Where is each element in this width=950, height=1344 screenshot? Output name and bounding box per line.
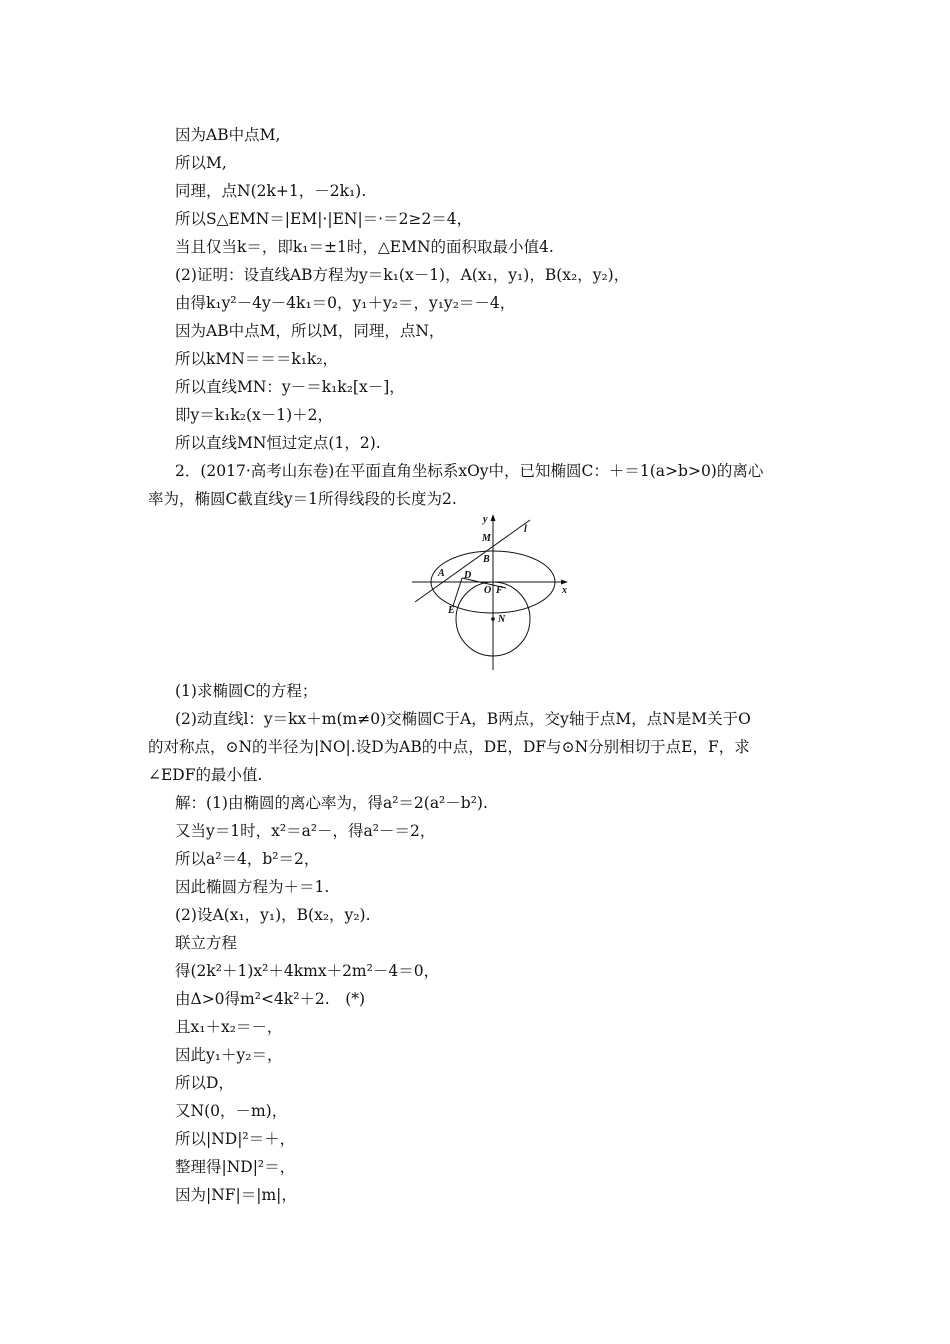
y-axis-arrow	[491, 514, 496, 521]
solution-line-6: (2)证明：设直线AB方程为y＝k₁(x－1)，A(x₁，y₁)，B(x₂，y₂)，	[175, 266, 630, 284]
line-l	[415, 520, 530, 602]
label-m: M	[482, 533, 491, 544]
question-1: (1)求椭圆C的方程；	[175, 682, 318, 700]
answer-line-9: 且x₁＋x₂＝－，	[175, 1018, 283, 1036]
solution-line-10: 所以直线MN：y－＝k₁k₂[x－]，	[175, 378, 405, 396]
x-axis-arrow	[561, 580, 568, 585]
answer-line-6: 联立方程	[175, 934, 238, 952]
solution-line-11: 即y＝k₁k₂(x－1)＋2，	[175, 406, 334, 424]
answer-line-13: 所以|ND|²＝＋，	[175, 1130, 296, 1148]
label-b: B	[483, 554, 490, 565]
solution-line-9: 所以kMN＝＝＝k₁k₂，	[175, 350, 339, 368]
answer-line-4: 因此椭圆方程为＋＝1.	[175, 878, 330, 896]
label-a: A	[438, 568, 445, 579]
label-d: D	[464, 570, 472, 581]
question-2-line-1: (2)动直线l：y＝kx＋m(m≠0)交椭圆C于A，B两点，交y轴于点M，点N是M关于O	[175, 710, 751, 728]
question-2-line-3: ∠EDF的最小值.	[148, 766, 263, 784]
label-l: l	[524, 524, 527, 535]
geometry-figure	[410, 510, 575, 672]
solution-line-8: 因为AB中点M，所以M，同理，点N，	[175, 322, 445, 340]
solution-line-12: 所以直线MN恒过定点(1，2).	[175, 434, 381, 452]
problem-statement-line-1: 2．(2017·高考山东卷)在平面直角坐标系xOy中，已知椭圆C：＋＝1(a>b>0)的离心	[175, 462, 764, 480]
answer-line-10: 因此y₁＋y₂＝，	[175, 1046, 283, 1064]
answer-line-12: 又N(0，－m)，	[175, 1102, 288, 1120]
label-y: y	[483, 514, 488, 525]
answer-line-15: 因为|NF|＝|m|，	[175, 1186, 297, 1204]
label-x: x	[562, 585, 567, 596]
problem-statement-line-2: 率为，椭圆C截直线y＝1所得线段的长度为2.	[148, 490, 457, 508]
answer-line-8: 由Δ>0得m²<4k²＋2. (*)	[175, 990, 366, 1008]
answer-line-11: 所以D，	[175, 1074, 234, 1092]
answer-line-14: 整理得|ND|²＝，	[175, 1158, 296, 1176]
label-f: F	[496, 585, 503, 596]
solution-line-4: 所以S△EMN＝|EM|·|EN|＝·＝2≥2＝4，	[175, 210, 473, 228]
solution-line-5: 当且仅当k＝，即k₁＝±1时，△EMN的面积取最小值4.	[175, 238, 554, 256]
label-e: E	[448, 605, 455, 616]
answer-line-5: (2)设A(x₁，y₁)，B(x₂，y₂).	[175, 906, 371, 924]
point-n	[491, 617, 495, 621]
solution-line-1: 因为AB中点M,	[175, 126, 281, 144]
label-n: N	[498, 614, 506, 625]
answer-line-1: 解：(1)由椭圆的离心率为，得a²＝2(a²－b²).	[175, 794, 488, 812]
solution-line-2: 所以M,	[175, 154, 227, 172]
label-o: O	[484, 585, 492, 596]
answer-line-3: 所以a²＝4，b²＝2，	[175, 850, 320, 868]
question-2-line-2: 的对称点，⊙N的半径为|NO|.设D为AB的中点，DE，DF与⊙N分别相切于点E，F，求	[148, 738, 750, 756]
answer-line-7: 得(2k²＋1)x²＋4kmx＋2m²－4＝0，	[175, 962, 440, 980]
answer-line-2: 又当y＝1时，x²＝a²－，得a²－＝2，	[175, 822, 436, 840]
ellipse-circle-diagram	[410, 510, 575, 672]
solution-line-3: 同理，点N(2k+1，－2k₁).	[175, 182, 367, 200]
solution-line-7: 由得k₁y²－4y－4k₁＝0，y₁＋y₂＝，y₁y₂＝－4，	[175, 294, 516, 312]
